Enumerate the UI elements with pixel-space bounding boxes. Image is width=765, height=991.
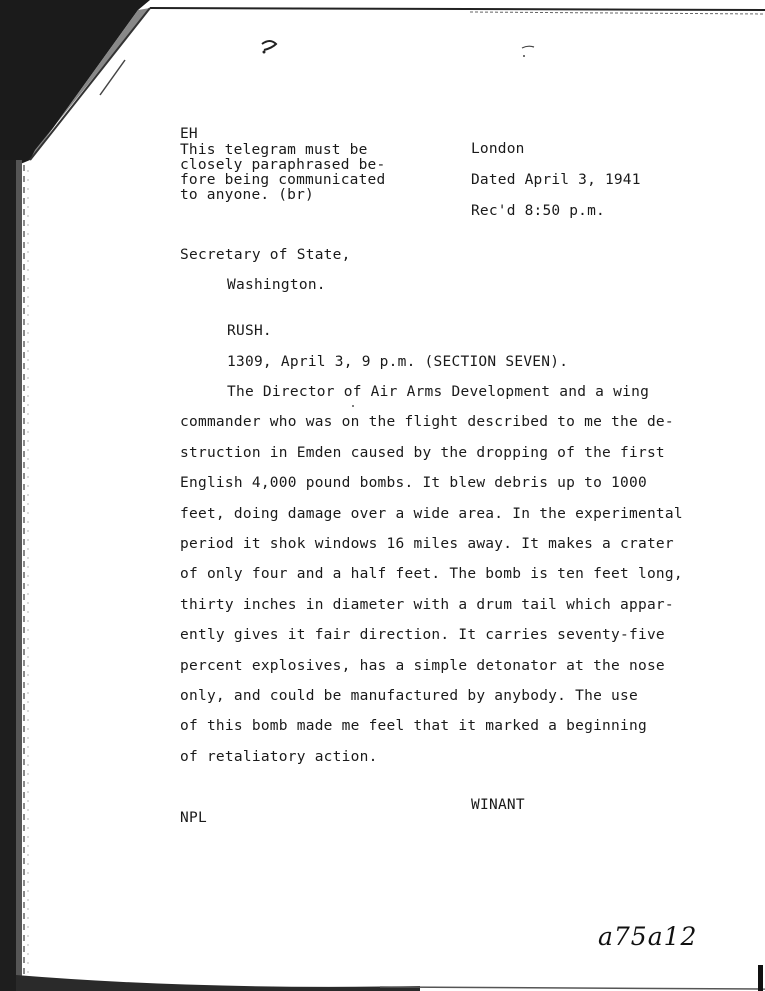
body-line: English 4,000 pound bombs. It blew debris up to 1000 xyxy=(180,475,647,492)
body-line: The Director of Air Arms Development and a wing xyxy=(227,384,650,400)
handwritten-file-number: a75a12 xyxy=(598,922,698,951)
body-line: commander who was on the flight described to me the de- xyxy=(180,414,674,431)
paraphrase-notice-line-3: fore being communicated xyxy=(180,172,386,188)
paraphrase-notice-line-1: This telegram must be xyxy=(180,142,368,158)
paraphrase-notice-line-4: to anyone. (br) xyxy=(180,187,314,203)
priority-marker: RUSH. xyxy=(227,323,272,339)
body-line: struction in Emden caused by the dropping of the first xyxy=(180,444,665,461)
body-line: of only four and a half feet. The bomb is ten feet long, xyxy=(180,566,683,583)
date-received: Rec'd 8:50 p.m. xyxy=(471,203,605,219)
body-line: of retaliatory action. xyxy=(180,748,378,765)
body-line: of this bomb made me feel that it marked a beginning xyxy=(180,718,647,735)
paraphrase-notice-line-2: closely paraphrased be- xyxy=(180,157,386,173)
message-body xyxy=(180,377,720,772)
origin-place: London xyxy=(471,141,525,157)
body-line: feet, doing damage over a wide area. In the experimental xyxy=(180,505,683,522)
office-code: EH xyxy=(180,126,198,142)
body-line: percent explosives, has a simple detonator at the nose xyxy=(180,657,665,674)
body-line: only, and could be manufactured by anybody. The use xyxy=(180,688,638,705)
signature: WINANT xyxy=(471,797,525,813)
date-sent: Dated April 3, 1941 xyxy=(471,172,641,188)
body-line: period it shok windows 16 miles away. It makes a crater xyxy=(180,536,674,553)
sender-initials: NPL xyxy=(180,810,207,826)
telegram-reference: 1309, April 3, 9 p.m. (SECTION SEVEN). xyxy=(227,354,569,370)
body-line: thirty inches in diameter with a drum tail which appar- xyxy=(180,596,674,613)
addressee-line-1: Secretary of State, xyxy=(180,247,351,263)
body-line: ently gives it fair direction. It carries seventy-five xyxy=(180,627,665,644)
addressee-line-2: Washington. xyxy=(227,277,326,293)
